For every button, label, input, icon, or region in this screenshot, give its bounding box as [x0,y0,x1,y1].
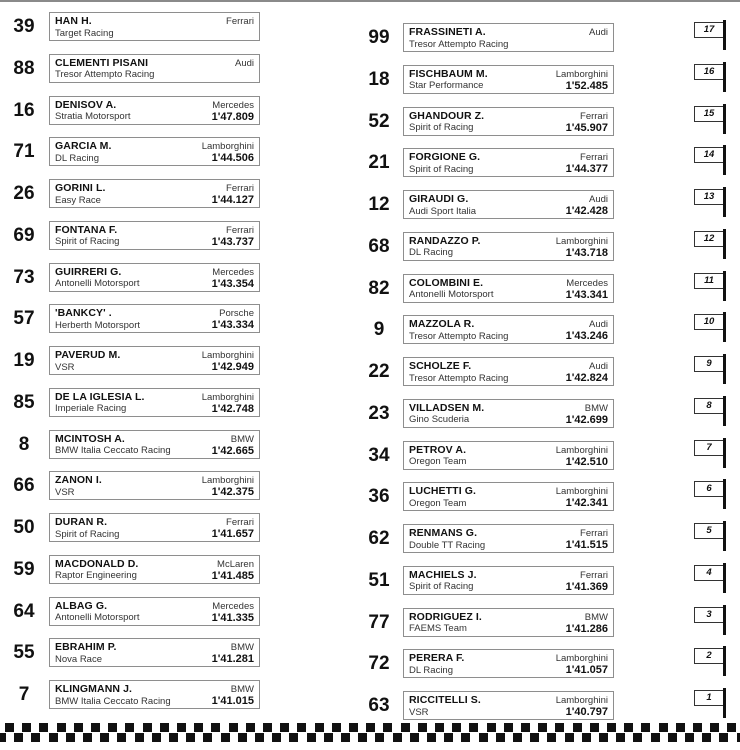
car-number: 34 [368,444,390,466]
car-number: 72 [368,653,390,675]
car-number: 85 [13,391,35,413]
team-name: VSR [55,361,75,373]
driver-name: MCINTOSH A. [55,432,125,445]
car-make: BMW [230,642,254,654]
qualifying-time: 1'43.246 [565,330,608,343]
grid-position-number: 9 [694,356,724,372]
team-name: Target Racing [55,27,114,39]
car-number: 21 [368,152,390,174]
car-number: 59 [13,558,35,580]
driver-name: PERERA F. [409,652,465,665]
flag-pole-icon [723,104,726,134]
team-name: Oregon Team [409,456,467,467]
driver-card [403,357,614,386]
car-number: 22 [368,361,390,382]
driver-name: ZANON I. [55,474,102,487]
driver-name: GORINI L. [55,182,106,194]
grid-position-number: 3 [694,607,724,623]
flag-pole-icon [723,187,726,217]
qualifying-time: 1'43.718 [565,246,608,259]
team-name: Antonelli Motorsport [55,612,140,623]
qualifying-time: 1'45.907 [565,121,608,134]
car-number: 82 [368,277,390,299]
team-name: Tresor Attempto Racing [409,330,509,342]
driver-card [403,148,614,177]
car-make: Ferrari [226,224,254,236]
driver-card [49,680,260,709]
qualifying-time: 1'43.354 [211,277,254,290]
car-number: 69 [13,224,35,246]
checkered-flag-strip-icon [0,723,740,744]
car-make: Mercedes [212,266,254,278]
flag-pole-icon [723,396,726,426]
qualifying-time: 1'41.515 [565,539,608,551]
qualifying-time: 1'41.286 [565,622,608,635]
team-name: VSR [409,706,429,718]
driver-card [49,597,260,626]
car-number: 8 [18,433,30,455]
qualifying-time: 1'40.797 [565,706,608,718]
car-number: 68 [368,235,390,257]
driver-name: RENMANS G. [409,527,478,539]
driver-card [403,232,614,261]
car-number: 88 [13,57,35,79]
flag-pole-icon [723,521,726,551]
team-name: Nova Race [55,653,102,665]
driver-name: ALBAG G. [55,599,108,612]
driver-name: PAVERUD M. [55,349,121,361]
car-make: Lamborghini [555,695,608,706]
qualifying-time: 1'44.377 [565,163,608,176]
driver-card [403,608,614,637]
grid-position-number: 17 [694,22,724,38]
car-make: Audi [588,27,608,38]
flag-pole-icon [723,563,726,593]
driver-card [403,441,614,470]
car-make: Lamborghini [201,350,254,361]
car-number: 99 [368,27,390,48]
car-make: Audi [234,57,254,69]
driver-name: GHANDOUR Z. [409,109,485,122]
top-rule [0,0,740,2]
driver-name: CLEMENTI PISANI [55,56,149,69]
grid-position-number: 15 [694,106,724,122]
car-number: 66 [13,475,35,497]
team-name: DL Racing [409,664,454,676]
driver-name: FONTANA F. [55,223,118,236]
qualifying-time: 1'41.281 [211,653,254,666]
flag-pole-icon [723,62,726,92]
team-name: Antonelli Motorsport [409,289,494,300]
car-number: 23 [368,402,390,424]
team-name: FAEMS Team [409,623,467,634]
driver-name: DE LA IGLESIA L. [55,390,145,403]
car-make: Porsche [219,308,254,320]
car-number: 73 [13,266,35,288]
car-make: Ferrari [580,528,608,539]
grid-position-number: 10 [694,314,724,330]
team-name: Tresor Attempto Racing [409,38,509,50]
driver-card [49,346,260,375]
driver-card [403,274,614,303]
car-number: 51 [368,569,390,591]
qualifying-time: 1'41.057 [565,664,608,677]
qualifying-time: 1'42.510 [565,455,608,468]
driver-name: DENISOV A. [55,98,117,111]
team-name: DL Racing [409,247,454,259]
flag-pole-icon [723,271,726,301]
team-name: Spirit of Racing [409,122,474,133]
driver-name: MACHIELS J. [409,568,477,581]
qualifying-time: 1'41.335 [211,611,254,624]
grid-position-number: 1 [694,690,724,706]
team-name: Spirit of Racing [409,581,474,593]
driver-card [49,179,260,208]
grid-position-number: 11 [694,273,724,289]
driver-card [403,315,614,344]
driver-card [49,388,260,417]
qualifying-time: 1'42.824 [565,372,608,384]
flag-pole-icon [723,20,726,50]
team-name: Star Performance [409,80,484,92]
qualifying-time: 1'43.341 [565,288,608,301]
qualifying-time: 1'42.341 [565,497,608,510]
flag-pole-icon [723,312,726,342]
qualifying-time: 1'41.657 [211,528,254,540]
driver-card [403,107,614,136]
driver-name: FRASSINETI A. [409,26,486,38]
driver-card [403,190,614,219]
car-number: 9 [373,319,385,341]
car-make: Ferrari [226,183,254,194]
team-name: Spirit of Racing [409,163,474,175]
driver-card [49,638,260,667]
flag-pole-icon [723,646,726,676]
car-make: Lamborghini [201,391,254,403]
driver-card [49,471,260,500]
car-make: Ferrari [580,110,608,122]
driver-name: HAN H. [55,15,92,27]
car-make: BMW [584,402,608,414]
car-make: BMW [584,611,608,623]
car-number: 26 [13,183,35,204]
driver-name: DURAN R. [55,516,108,528]
grid-position-number: 8 [694,398,724,414]
car-number: 64 [13,600,35,622]
driver-name: SCHOLZE F. [409,360,472,372]
driver-name: KLINGMANN J. [55,683,133,695]
driver-card [49,430,260,459]
car-number: 55 [13,642,35,664]
flag-pole-icon [723,479,726,509]
driver-name: FISCHBAUM M. [409,67,488,80]
car-number: 71 [13,141,35,163]
qualifying-time: 1'41.369 [565,580,608,593]
driver-card [403,524,614,553]
car-number: 7 [18,684,30,705]
car-make: Audi [588,194,608,205]
driver-card [49,54,260,83]
driver-card [49,96,260,125]
qualifying-time: 1'42.949 [211,361,254,373]
driver-card [403,65,614,94]
qualifying-time: 1'52.485 [565,79,608,92]
team-name: DL Racing [55,152,100,164]
car-make: Lamborghini [555,486,608,498]
car-make: McLaren [217,558,254,570]
team-name: Antonelli Motorsport [55,278,140,289]
qualifying-time: 1'44.506 [211,152,254,165]
car-make: Lamborghini [201,141,254,153]
flag-pole-icon [723,354,726,384]
driver-card [49,221,260,250]
driver-name: RODRIGUEZ I. [409,610,482,623]
qualifying-time: 1'43.334 [211,319,254,332]
driver-card [49,555,260,584]
flag-pole-icon [723,605,726,635]
team-name: Oregon Team [409,497,467,509]
team-name: Herberth Motorsport [55,319,141,331]
team-name: Stratia Motorsport [55,111,131,122]
car-number: 19 [13,350,35,371]
team-name: Gino Scuderia [409,414,470,426]
car-make: Lamborghini [201,475,254,487]
car-make: Lamborghini [555,68,608,80]
driver-card [49,137,260,166]
flag-pole-icon [723,438,726,468]
car-make: Lamborghini [555,444,608,456]
grid-position-number: 16 [694,64,724,80]
grid-position-number: 7 [694,440,724,456]
driver-name: LUCHETTI G. [409,485,477,498]
car-make: Lamborghini [555,653,608,665]
team-name: Audi Sport Italia [409,205,477,217]
grid-position-number: 12 [694,231,724,247]
qualifying-time: 1'42.699 [565,413,608,426]
flag-pole-icon [723,688,726,718]
team-name: Tresor Attempto Racing [409,372,509,384]
qualifying-time: 1'42.428 [565,205,608,217]
driver-card [49,304,260,333]
car-number: 77 [368,611,390,633]
driver-card [49,12,260,41]
driver-name: GUIRRERI G. [55,265,122,278]
grid-position-number: 6 [694,481,724,497]
driver-name: EBRAHIM P. [55,641,117,654]
driver-name: FORGIONE G. [409,151,481,164]
driver-card [403,566,614,595]
team-name: BMW Italia Ceccato Racing [55,695,171,707]
team-name: Tresor Attempto Racing [55,69,155,81]
car-number: 39 [13,16,35,37]
driver-name: RANDAZZO P. [409,234,481,247]
car-make: Audi [588,361,608,372]
team-name: Double TT Racing [409,539,486,551]
car-make: Mercedes [212,99,254,111]
qualifying-time: 1'42.665 [211,444,254,457]
flag-pole-icon [723,229,726,259]
grid-position-number: 2 [694,648,724,664]
driver-name: RICCITELLI S. [409,694,481,706]
car-make: Mercedes [566,277,608,289]
driver-name: GARCIA M. [55,140,112,153]
grid-position-number: 13 [694,189,724,205]
car-number: 50 [13,517,35,538]
grid-position-number: 14 [694,147,724,163]
driver-name: MACDONALD D. [55,557,139,570]
team-name: Spirit of Racing [55,236,120,248]
car-number: 52 [368,110,390,132]
qualifying-time: 1'42.375 [211,486,254,499]
car-number: 63 [368,695,390,716]
qualifying-time: 1'43.737 [211,235,254,248]
driver-card [403,691,614,720]
car-number: 36 [368,486,390,508]
qualifying-time: 1'42.748 [211,402,254,415]
driver-card [403,23,614,52]
car-make: Audi [588,319,608,331]
car-number: 18 [368,68,390,90]
car-make: Lamborghini [555,235,608,247]
team-name: Easy Race [55,194,101,206]
driver-name: GIRAUDI G. [409,193,469,205]
car-make: Ferrari [580,569,608,581]
team-name: Imperiale Racing [55,403,127,415]
car-make: BMW [230,433,254,445]
driver-card [49,513,260,542]
car-number: 16 [13,99,35,121]
grid-position-number: 5 [694,523,724,539]
car-make: Mercedes [212,600,254,612]
driver-name: VILLADSEN M. [409,401,485,414]
driver-card [403,399,614,428]
car-number: 12 [368,194,390,215]
driver-name: COLOMBINI E. [409,276,484,289]
driver-card [403,649,614,678]
team-name: BMW Italia Ceccato Racing [55,445,171,456]
car-number: 57 [13,308,35,330]
team-name: VSR [55,486,75,498]
driver-name: PETROV A. [409,443,467,456]
car-number: 62 [368,528,390,549]
team-name: Spirit of Racing [55,528,120,540]
qualifying-time: 1'47.809 [211,110,254,123]
qualifying-time: 1'44.127 [211,194,254,206]
driver-card [49,263,260,292]
driver-card [403,482,614,511]
flag-pole-icon [723,145,726,175]
car-make: BMW [230,684,254,695]
car-make: Ferrari [226,517,254,528]
qualifying-time: 1'41.485 [211,569,254,582]
car-make: Ferrari [226,16,254,27]
qualifying-time: 1'41.015 [211,695,254,707]
driver-name: MAZZOLA R. [409,318,475,331]
car-make: Ferrari [580,152,608,164]
grid-position-number: 4 [694,565,724,581]
driver-name: 'BANKCY' . [55,307,112,320]
team-name: Raptor Engineering [55,570,137,582]
